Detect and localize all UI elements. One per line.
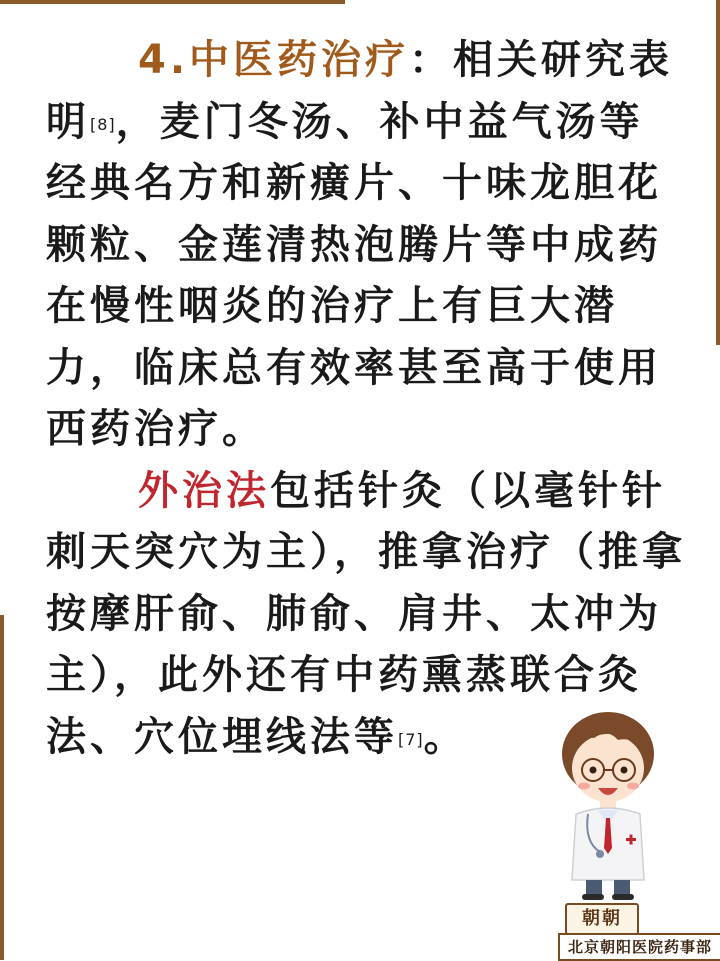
doctor-cartoon-icon <box>548 702 668 902</box>
article-body <box>46 30 686 768</box>
department-tag: 北京朝阳医院药事部 <box>558 933 720 961</box>
heading-external: 外治法 <box>138 467 270 514</box>
paragraph-external-text-a: 包括针灸（以毫针针刺天突穴为主），推拿治疗（推拿按摩肝俞、肺俞、肩井、太冲为主），此外还有中药熏蒸联合灸法、穴位埋线法等 <box>46 467 686 760</box>
frame-left-border <box>0 615 4 960</box>
paragraph-tcm-text-a: ：相关研究表明 <box>46 37 674 145</box>
heading-tcm: 4.中医药治疗 <box>138 37 410 83</box>
paragraph-tcm <box>46 30 686 461</box>
paragraph-tcm-text-b: ，麦门冬汤、补中益气汤等经典名方和新癀片、十味龙胆花颗粒、金莲清热泡腾片等中成药在慢性咽炎的治疗上有巨大潜力，临床总有效率甚至高于使用西药治疗。 <box>46 98 662 452</box>
mascot-name-tag: 朝朝 <box>565 903 639 935</box>
frame-right-border <box>716 0 720 345</box>
paragraph-external-text-b: 。 <box>423 713 468 760</box>
citation-7: [7] <box>398 729 424 749</box>
citation-8: [8] <box>90 114 116 134</box>
frame-top-border <box>0 0 345 4</box>
